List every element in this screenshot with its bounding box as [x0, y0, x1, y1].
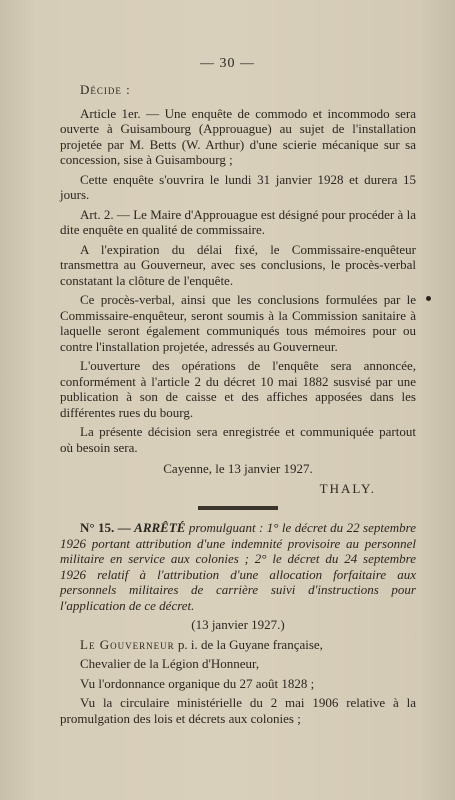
article-2: Art. 2. — Le Maire d'Approuague est désigné pour procéder à la dite enquête en qualité de commissaire. — [60, 206, 416, 237]
document-body — [60, 70, 416, 730]
ink-speck — [426, 296, 431, 301]
line-circulaire: Vu la circulaire ministérielle du 2 mai 1906 relative à la promulgation des lois et décrets aux colonies ; — [60, 695, 416, 726]
page-number: — 30 — — [200, 56, 255, 71]
enquete-date: Cette enquête s'ouvrira le lundi 31 janvier 1928 et durera 15 jours. — [60, 171, 416, 202]
arrete-text: promulguant : 1° le décret du 22 septembre 1926 portant attribution d'une indemnité provisoire au personnel militaire en service aux colonies ; 2° le décret du 24 septembre 1926 relatif à l'attribution d'une allocation forfaitaire aux personnels militaires de carrière suivi d'instructions pour l'application de ce décret. — [60, 520, 416, 613]
enregistree-paragraph: La présente décision sera enregistrée et communiquée partout où besoin sera. — [60, 424, 416, 455]
arrete-number: N° 15. — — [80, 520, 135, 535]
arrete-heading — [60, 520, 416, 613]
section-divider — [198, 506, 278, 510]
ouverture-paragraph: L'ouverture des opérations de l'enquête sera annoncée, conformément à l'article 2 du décret 10 mai 1882 susvisé par une publication à son de caisse et des affiches apposées dans les différentes rues du bourg. — [60, 358, 416, 420]
line-chevalier: Chevalier de la Légion d'Honneur, — [80, 656, 260, 671]
proces-verbal-paragraph: Ce procès-verbal, ainsi que les conclusions formulées par le Commissaire-enquêteur, seront soumis à la Commission sanitaire à laquelle seront également communiqués tous mémoires pour ou contre l'installation projetée, adressés au Gouverneur. — [60, 292, 416, 354]
place-date: Cayenne, le 13 janvier 1927. — [163, 461, 313, 476]
gouverneur-title: Le Gouverneur — [80, 636, 175, 652]
decide-heading: Décide : — [80, 82, 131, 97]
expiration-paragraph: A l'expiration du délai fixé, le Commissaire-enquêteur transmettra au Gouverneur, avec ses conclusions, le procès-verbal constatant la clôture de l'enquête. — [60, 241, 416, 288]
arrete-date: (13 janvier 1927.) — [191, 617, 285, 632]
signature: THALY. — [319, 480, 376, 496]
article-1: Article 1er. — Une enquête de commodo et incommodo sera ouverte à Guisambourg (Approuague) au sujet de l'installation projetée par M. Betts (W. Arthur) d'une scierie mécanique sur sa concession, sise à Guisambourg ; — [60, 105, 416, 167]
gouverneur-line — [60, 637, 416, 653]
arrete-title: ARRÊTÉ — [134, 520, 186, 535]
gouverneur-rest: p. i. de la Guyane française, — [174, 636, 323, 652]
line-ordonnance: Vu l'ordonnance organique du 27 août 1828 ; — [80, 675, 315, 691]
